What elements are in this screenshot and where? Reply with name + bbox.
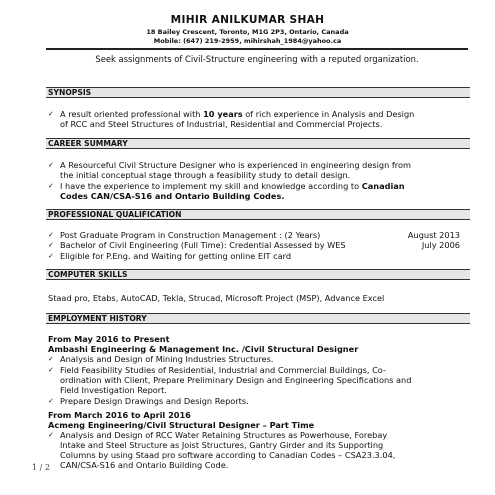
contact-info: Mobile: (647) 219-2959, mihirshah_1984@yahoo.ca (153, 37, 342, 45)
check-icon: ✓ (48, 231, 54, 239)
check-icon: ✓ (48, 431, 54, 439)
check-icon: ✓ (48, 252, 54, 260)
check-icon: ✓ (48, 161, 54, 169)
section-header-employment: EMPLOYMENT HISTORY (46, 313, 470, 324)
candidate-name: MIHIR ANILKUMAR SHAH (170, 14, 325, 26)
resume-page: MIHIR ANILKUMAR SHAH 18 Bailey Crescent, Toronto, M1G 2P3, Ontario, Canada Mobile: (647) 219-2959, mihirshah_1984@yahoo.ca Seek assignments of Civil-Structure engineering with a reputed organization. SYNOPSIS ✓ A result oriented professional with 10 years of rich experience in Analysis and Design of RCC and Steel Structures of Industrial, Residential and Commercial Projects. CAREER SUMMARY ✓ A Resourceful Civil Structure Designer who is experienced in engineering design from the initial conceptual stage through a feasibility study to detail design. ✓ I have the experience to implement my skill and knowledge according to Canadian Codes CAN/CSA-S16 and Ontario Building Codes. PROFESSIONAL QUALIFICATION ✓ Post Graduate Program in Construction Management : (2 Years) August 2013 ✓ Bachelor of Civil Engineering (Full Time): Credential Assessed by WES July 2006 ✓ Eligible for P.Eng. and Waiting for getting online EIT card COMPUTER SKILLS Staad pro, Etabs, AutoCAD, Tekla, Strucad, Microsoft Project (MSP), Advance Excel EMPLOYMENT HISTORY From May 2016 to Present Ambashi Engineering & Management Inc. /Civil Structural Designer ✓ Analysis and Design of Mining Industries Structures. ✓ Field Feasibility Studies of Residential, Industrial and Commercial Buildings, Co- ordination with Client, Prepare Preliminary Design and Engineering Specifications and Field Investigation Report. ✓ Prepare Design Drawings and Design Reports. From March 2016 to April 2016 Acmeng Engineering/Civil Structural Designer – Part Time ✓ Analysis and Design of RCC Water Retaining Structures as Powerhouse, Forebay Intake and Steel Structure as Joist Structures, Gantry Girder and its Supporting Columns by using Staad pro software according to Canadian Codes – CSA23.3.04, CAN/CSA-S16 and Ontario Building Code. 1 / 2 (0, 0, 495, 495)
synopsis-text: of rich experience in Analysis and Design (242, 109, 415, 119)
check-icon: ✓ (48, 110, 54, 118)
check-icon: ✓ (48, 182, 54, 190)
check-icon: ✓ (48, 241, 54, 249)
section-header-synopsis: SYNOPSIS (46, 87, 470, 98)
check-icon: ✓ (48, 397, 54, 405)
section-header-computer-skills: COMPUTER SKILLS (46, 269, 470, 280)
address: 18 Bailey Crescent, Toronto, M1G 2P3, Ontario, Canada (146, 28, 349, 36)
section-header-qualification: PROFESSIONAL QUALIFICATION (46, 209, 470, 220)
synopsis-text: A result oriented professional with (60, 109, 204, 119)
objective: Seek assignments of Civil-Structure engineering with a reputed organization. (95, 54, 419, 64)
check-icon: ✓ (48, 355, 54, 363)
header-divider (46, 48, 468, 50)
section-header-career-summary: CAREER SUMMARY (46, 138, 470, 149)
check-icon: ✓ (48, 366, 54, 374)
page-number: 1 / 2 (32, 463, 50, 472)
synopsis-years: 10 years (203, 109, 243, 119)
